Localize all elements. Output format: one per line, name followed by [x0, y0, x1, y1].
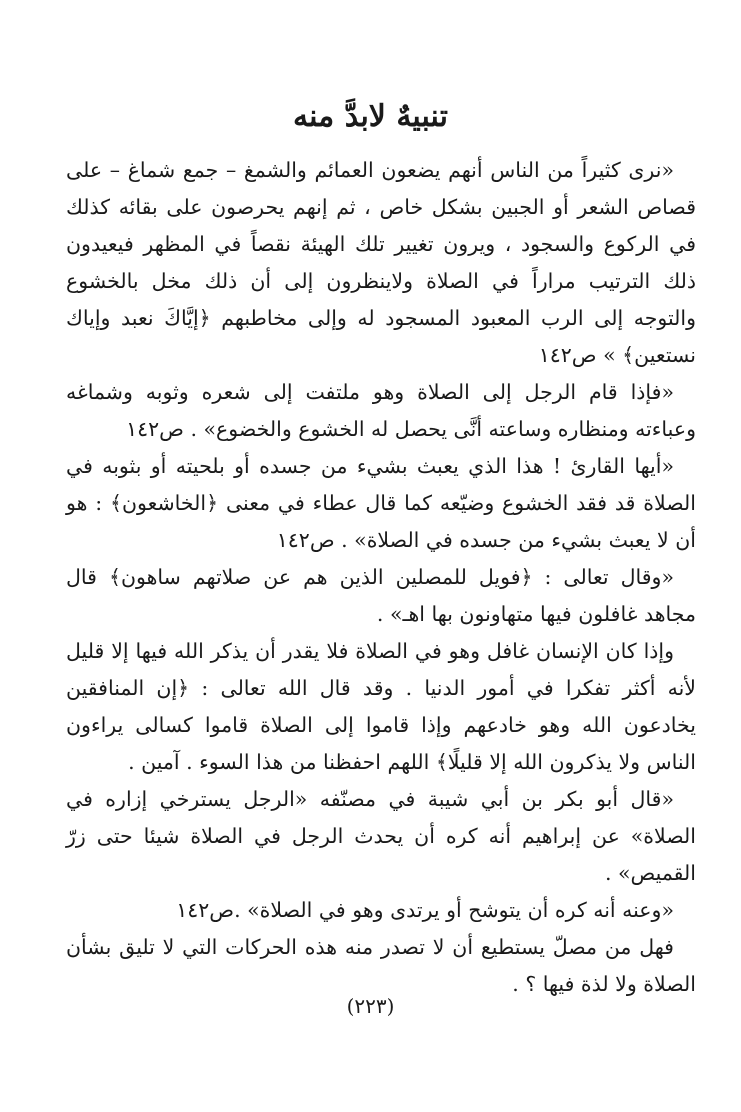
page-heading: تنبيهٌ لابدَّ منه — [293, 99, 448, 134]
paragraph: فهل من مصلّ يستطيع أن لا تصدر منه هذه الحركات التي لا تليق بشأن الصلاة ولا لذة فيها ؟ . — [66, 935, 696, 996]
paragraph: «فإذا قام الرجل إلى الصلاة وهو ملتفت إلى شعره وثوبه وشماغه وعباءته ومنظاره وساعته أنَّى يحصل له الخشوع والخضوع» . ص١٤٢ — [66, 380, 696, 441]
body-text — [66, 152, 696, 1003]
paragraph: «نرى كثيراً من الناس أنهم يضعون العمائم والشمغ – جمع شماغ – على قصاص الشعر أو الجبين بشكل خاص ، ثم إنهم يحرصون على بقائه كذلك في الركوع والسجود ، ويرون تغيير تلك الهيئة نقصاً في المظهر فيعيدون ذلك الترتيب مراراً في الصلاة ولاينظرون إلى أن ذلك مخل بالخشوع والتوجه إلى الرب المعبود المسجود له وإلى مخاطبهم ﴿إيَّاكَ نعبد وإياك نستعين﴾ » ص١٤٢ — [66, 158, 696, 367]
paragraph: «وقال تعالى : ﴿فويل للمصلين الذين هم عن صلاتهم ساهون﴾ قال مجاهد غافلون فيها متهاونون بها اهـ» . — [66, 565, 696, 626]
paragraph: «قال أبو بكر بن أبي شيبة في مصنّفه «الرجل يسترخي إزاره في الصلاة» عن إبراهيم أنه كره أن يحدث الرجل في الصلاة شيئا حتى زرّ القميص» . — [66, 787, 696, 885]
page-number: (٢٢٣) — [346, 994, 395, 1018]
paragraph: وإذا كان الإنسان غافل وهو في الصلاة فلا يقدر أن يذكر الله فيها إلا قليل لأنه أكثر تفكرا في أمور الدنيا . وقد قال الله تعالى : ﴿إن المنافقين يخادعون الله وهو خادعهم وإذا قاموا إلى الصلاة قاموا كسالى يراءون الناس ولا يذكرون الله إلا قليلًا﴾ اللهم احفظنا من هذا السوء . آمين . — [66, 639, 696, 774]
paragraph: «أيها القارئ ! هذا الذي يعبث بشيء من جسده أو بلحيته أو بثوبه في الصلاة قد فقد الخشوع وضيّعه كما قال عطاء في معنى ﴿الخاشعون﴾ : هو أن لا يعبث بشيء من جسده في الصلاة» . ص١٤٢ — [66, 454, 696, 552]
paragraph: «وعنه أنه كره أن يتوشح أو يرتدى وهو في الصلاة» .ص١٤٢ — [176, 898, 674, 922]
